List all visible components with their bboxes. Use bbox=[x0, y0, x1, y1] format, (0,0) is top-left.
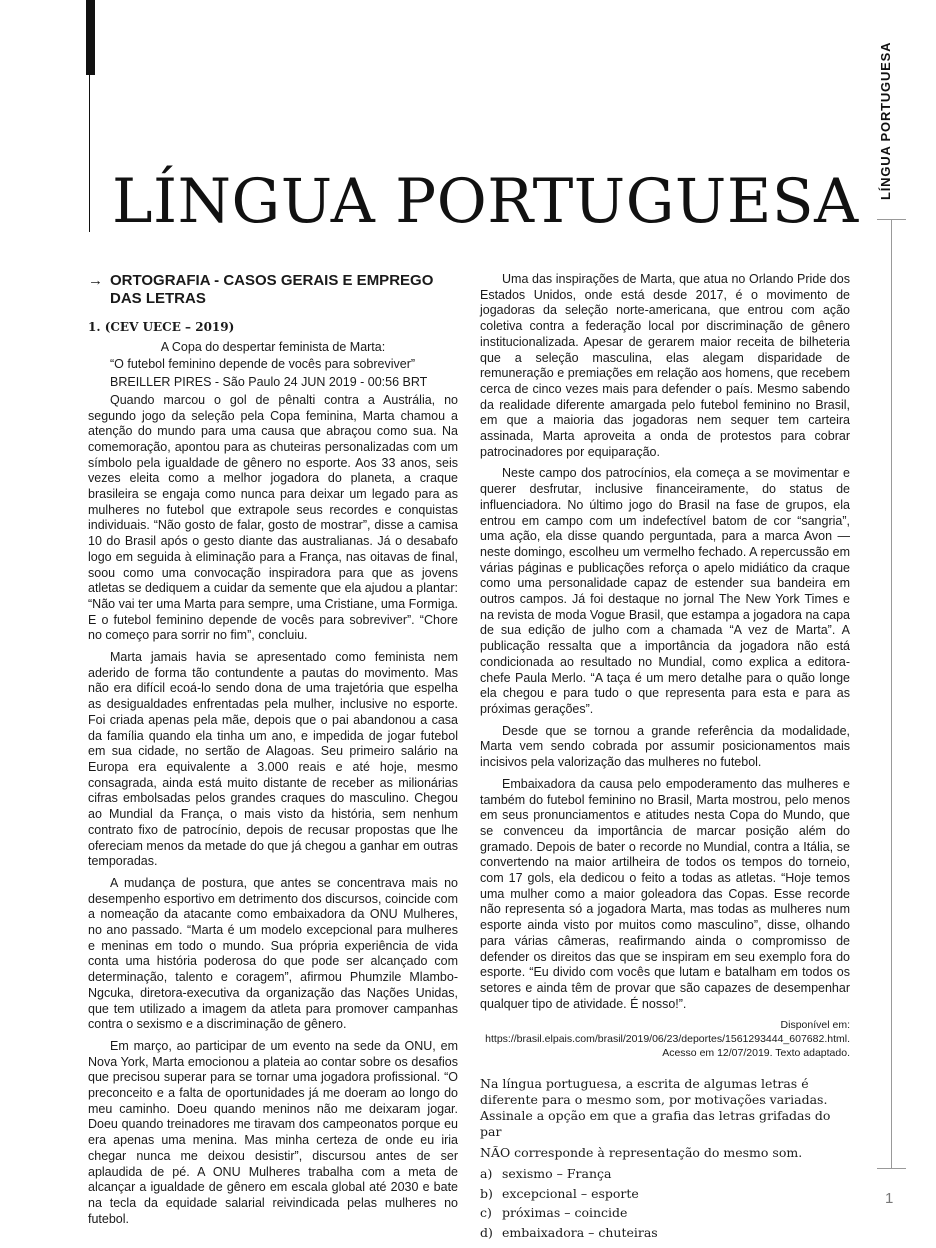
section-heading bbox=[88, 272, 458, 308]
option-text: sexismo – França bbox=[502, 1166, 612, 1182]
page-number: 1 bbox=[885, 1190, 894, 1207]
source-citation: Disponível em: https://brasil.elpais.com/brasil/2019/06/23/deportes/1561293444_607682.html. Acesso em 12/07/2019. Texto adaptado. bbox=[485, 1019, 850, 1060]
option-letter: c) bbox=[480, 1205, 492, 1221]
option-letter: a) bbox=[480, 1166, 493, 1182]
question-prompt-emphasis: NÃO corresponde à representação do mesmo som. bbox=[480, 1145, 803, 1161]
option-text: excepcional – esporte bbox=[502, 1185, 639, 1201]
article-title: A Copa do despertar feminista de Marta: bbox=[160, 339, 386, 354]
section-heading-text: ORTOGRAFIA - CASOS GERAIS E EMPREGO DAS LETRAS bbox=[110, 272, 434, 307]
question-header: 1. (CEV UECE – 2019) bbox=[88, 320, 235, 334]
article-subtitle: “O futebol feminino depende de vocês para sobreviver” bbox=[110, 357, 416, 372]
article-byline: BREILLER PIRES - São Paulo 24 JUN 2019 - 00:56 BRT bbox=[110, 375, 428, 390]
side-rule-bottom-tick bbox=[877, 1168, 906, 1169]
article-paragraph: Desde que se tornou a grande referência da modalidade, Marta vem sendo cobrada por assumir posicionamentos mais incisivos pela valorização das mulheres no futebol. bbox=[480, 723, 850, 770]
article-paragraph: Embaixadora da causa pelo empoderamento das mulheres e também do futebol feminino no Brasil, Marta mostrou, pelo menos em seus pronunciamentos e atitudes nesta Copa do Mundo, que se convenceu da importância de marcar posição além do gramado. Depois de bater o recorde no Mundial, contra a Itália, se convertendo na maior artilheira de todos os tempos do torneio, com 17 gols, ela dedicou o feito a todas as atletas. “Hoje temos uma mulher como a maior goleadora das Copas. Esse recorde não representa só a jogadora Marta, mas todas as mulheres num esporte ainda visto por muitos como masculino”, disse, olhando para várias câmeras, reafirmando ainda o compromisso de defender os direitos das que se inspiram em seu exemplo fora do esporte. “Eu divido com vocês que lutam e batalham em todos os setores e ainda têm de provar que são capazes de desempenhar qualquer tipo de atividade. É nosso!”. bbox=[480, 776, 850, 1011]
option-d[interactable] bbox=[480, 1225, 850, 1241]
option-b[interactable] bbox=[480, 1186, 850, 1202]
right-column bbox=[480, 272, 850, 1244]
article-paragraph: Quando marcou o gol de pênalti contra a Austrália, no segundo jogo da seleção pela Copa feminina, Marta chamou a atenção do mundo para uma causa que abraçou como sua. Na comemoração, apontou para as chuteiras personalizadas com um símbolo pela igualdade de gênero no esporte. Aos 33 anos, seis vezes eleita como a melhor jogadora do planeta, a craque brasileira se engaja como nunca para deixar um legado para as mulheres no futebol que extrapole seus recordes e conquistas individuais. “Não gosto de falar, gosto de mostrar”, disse a camisa 10 do Brasil após o gesto diante das australianas. Já o desabafo logo em seguida à eliminação para a França, nas oitavas de final, soou como uma convocação inspiradora para que as jovens atletas se dediquem a cuidar da semente que ela ajudou a plantar: “Não vai ter uma Marta para sempre, uma Cristiane, uma Formiga. E o futebol feminino depende de vocês para sobreviver”. “Chore no começo para sorrir no fim”, concluiu. bbox=[88, 392, 458, 643]
option-c[interactable] bbox=[480, 1205, 850, 1221]
header-accent-rule bbox=[89, 75, 90, 232]
left-column bbox=[88, 272, 458, 1233]
article-paragraph: Em março, ao participar de um evento na sede da ONU, em Nova York, Marta emocionou a plateia ao contar sobre os desafios que precisou superar para se tornar uma jogadora profissional. “O preconceito e a falta de oportunidades já me doeram ao longo do meu caminho. Doeu quando meninos não me deixaram jogar. Doeu quando treinadores me tiravam dos campeonatos porque eu era apenas uma menina. Mas minha certeza de onde eu iria chegar nunca me deixou desistir”, discursou antes de ser aplaudida de pé. A ONU Mulheres trabalha com a meta de alcançar a igualdade de gênero em escala global até 2030 e bate na tecla da equidade salarial reivindicada pelas mulheres no futebol. bbox=[88, 1038, 458, 1226]
article-paragraph: Uma das inspirações de Marta, que atua no Orlando Pride dos Estados Unidos, onde está desde 2017, é o movimento de jogadoras da seleção norte-americana, que entrou com ação coletiva contra a federação local por discriminação de gênero institucionalizada. Apesar de gerarem maior receita de bilheteria que a seleção masculina, elas alegam disparidade de remuneração e premiações em relação aos homens, que recebem cerca de cinco vezes mais para defender o país. Mesmo sabendo da realidade diferente amargada pelo futebol feminino no Brasil, em que a maioria das jogadoras nem sequer tem carteira assinada, Marta aproveita a onda de protestos para cobrar patrocinadores por equiparação. bbox=[480, 272, 850, 459]
option-text: embaixadora – chuteiras bbox=[502, 1224, 658, 1240]
article-paragraph: A mudança de postura, que antes se concentrava mais no desempenho esportivo em detrimento dos discursos, coincide com a nomeação da atacante como embaixadora da ONU Mulheres, no ano passado. “Marta é um modelo excepcional para mulheres e meninas em todo o mundo. Sua própria experiência de vida conta uma história poderosa do que pode ser alcançado com determinação, talento e coragem”, afirmou Phumzile Mlambo-Ngcuka, diretora-executiva da organização das Nações Unidas, que tem utilizado a imagem da atleta para promover campanhas contra o sexismo e a discriminação de gênero. bbox=[88, 875, 458, 1032]
question-prompt: Na língua portuguesa, a escrita de algumas letras é diferente para o mesmo som, por motivações variadas. Assinale a opção em que a grafia das letras grifadas do par bbox=[480, 1076, 831, 1140]
option-letter: b) bbox=[480, 1185, 493, 1201]
article-paragraph: Marta jamais havia se apresentado como feminista nem aderido de forma tão contundente a pautas do movimento. Mas não era difícil ecoá-lo sendo dona de uma trajetória que espelha as desigualdades enfrentadas pela mulher, inclusive no esporte. Foi criada apenas pela mãe, depois que o pai abandonou a casa da família quando ela tinha um ano, e impedida de jogar futebol em sua cidade, no sertão de Alagoas. Seu primeiro salário na Europa era equivalente a 3.000 reais e até hoje, mesmo consagrada, ainda está muito distante de receber as milionárias cifras embolsadas pelos grandes craques do masculino. Chegou ao Mundial da França, o mais visto da história, sem nenhum contrato fixo de patrocínio, depois de recusar propostas que lhe ofereciam menos da metade do que já chegou a ganhar em outras temporadas. bbox=[88, 650, 458, 869]
side-rule bbox=[891, 219, 892, 1169]
answer-options bbox=[480, 1166, 850, 1240]
header-accent-bar bbox=[86, 0, 95, 75]
side-rule-top-tick bbox=[877, 219, 906, 220]
article-paragraph: Neste campo dos patrocínios, ela começa a se movimentar e querer desfrutar, inclusive financeiramente, do status de influenciadora. No último jogo do Brasil na fase de grupos, ela entrou em campo com um indefectível batom de cor “sangria”, uma ação, ela disse quando perguntada, para a marca Avon — neste domingo, escolheu um vermelho fechado. A repercussão em várias páginas e publicações reforça o apelo midiático da craque como uma personalidade capaz de estender sua bandeira em outros campos. Já foi destaque no jornal The New York Times e na revista de moda Vogue Brasil, que estampa a jogadora na capa de sua edição de julho com a chamada “A vez de Marta”. A publicação ressalta que a importância da jogadora não está condicionada ao resultado no Mundial, como explica a editora-chefe Paula Merlo. “A taça é um mero detalhe para o quão longe ela chegou e para tudo o que representa para esta e para as próximas gerações”. bbox=[480, 466, 850, 716]
page-title: LÍNGUA PORTUGUESA bbox=[112, 166, 859, 237]
side-section-label: LÍNGUA PORTUGUESA bbox=[878, 41, 893, 200]
option-a[interactable] bbox=[480, 1166, 850, 1182]
arrow-right-icon: → bbox=[88, 272, 103, 289]
option-text: próximas – coincide bbox=[502, 1205, 628, 1221]
option-letter: d) bbox=[480, 1224, 493, 1240]
